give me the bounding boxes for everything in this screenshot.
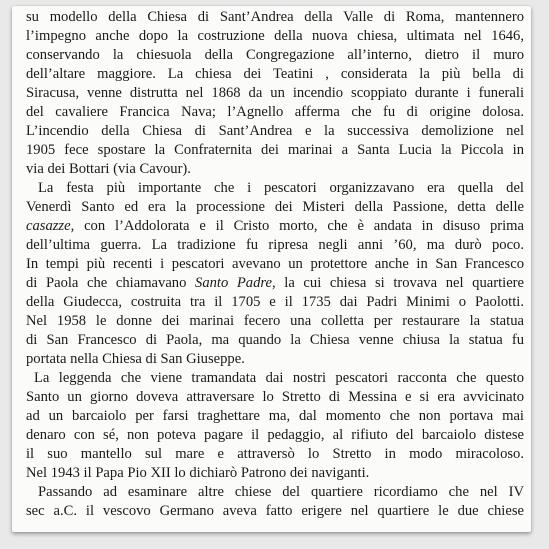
text-line: ad un barcaiolo per farsi traghettare ma, dal momento che non portava mai: [26, 408, 524, 424]
text-line: La festa più importante che i pescatori organizzavano era quella del: [38, 180, 524, 196]
text-line: Santo un giorno doveva attraversare lo Stretto di Messina e si era avvicinato: [26, 389, 524, 405]
text-line: In tempi più recenti i pescatori avevano un protettore anche in San Francesco: [26, 256, 524, 272]
text-segment: di Paola che chiamavano: [26, 275, 196, 291]
italic-text: casazze,: [26, 218, 75, 234]
text-line: Siracusa, venne distrutta nel 1868 da un incendio scoppiato durante i funerali: [26, 85, 524, 101]
document-body-text: [26, 8, 524, 521]
text-line: L’incendio della Chiesa di Sant’Andrea e la successiva demolizione nel: [26, 123, 524, 139]
text-line: [26, 274, 524, 293]
text-line: il suo mantello sul mare e attraversò lo Stretto in modo miracoloso.: [26, 446, 524, 462]
text-line: dell’altare maggiore. La chiesa dei Teatini , considerata la più bella di: [26, 66, 524, 82]
text-line: Passando ad esaminare altre chiese del quartiere ricordiamo che nel IV: [38, 484, 524, 500]
text-line: sec a.C. il vescovo Germano aveva fatto erigere nel quartiere le due chiese: [26, 503, 524, 519]
text-segment: , la cui chiesa si trovava nel quartiere: [272, 275, 525, 291]
text-line: Nel 1958 le donne dei marinai fecero una colletta per restaurare la statua: [26, 313, 524, 329]
text-segment: con l’Addolorata e il Cristo morto, che è andata in disuso prima: [74, 218, 524, 234]
text-line: dell’ultima guerra. La tradizione fu ripresa negli anni ’60, ma durò poco.: [26, 237, 524, 253]
text-line: di San Francesco di Paola, ma quando la Chiesa venne chiusa la statua fu: [26, 332, 524, 348]
text-line: 1905 fece spostare la Confraternita dei marinai a Santa Lucia la Piccola in: [26, 142, 524, 158]
text-line: della Giudecca, costruita tra il 1705 e il 1735 dai Padri Minimi o Paolotti.: [26, 294, 524, 310]
text-line: portata nella Chiesa di San Giuseppe.: [26, 351, 245, 367]
text-line: del cavaliere Francica Nava; l’Agnello afferma che fu di origine dolosa.: [26, 104, 524, 120]
text-line: [26, 217, 524, 236]
italic-text: Santo Padre: [195, 275, 273, 291]
text-line: Nel 1943 il Papa Pio XII lo dichiarò Patrono dei naviganti.: [26, 465, 370, 481]
text-line: La leggenda che viene tramandata dai nostri pescatori racconta che questo: [34, 370, 524, 386]
text-line: Venerdì Santo ed era la processione dei Misteri della Passione, detta delle: [26, 199, 524, 215]
text-line: via dei Bottari (via Cavour).: [26, 161, 191, 177]
text-line: conservando la chiesuola della Congregazione all’interno, dietro il muro: [26, 47, 524, 63]
document-page: [12, 6, 531, 532]
text-line: su modello della Chiesa di Sant’Andrea della Valle di Roma, mantennero: [26, 9, 524, 25]
text-line: denaro con sé, non poteva pagare il pedaggio, al rifiuto del barcaiolo distese: [26, 427, 524, 443]
text-line: l’impegno anche dopo la costruzione della nuova chiesa, ultimata nel 1646,: [26, 28, 524, 44]
